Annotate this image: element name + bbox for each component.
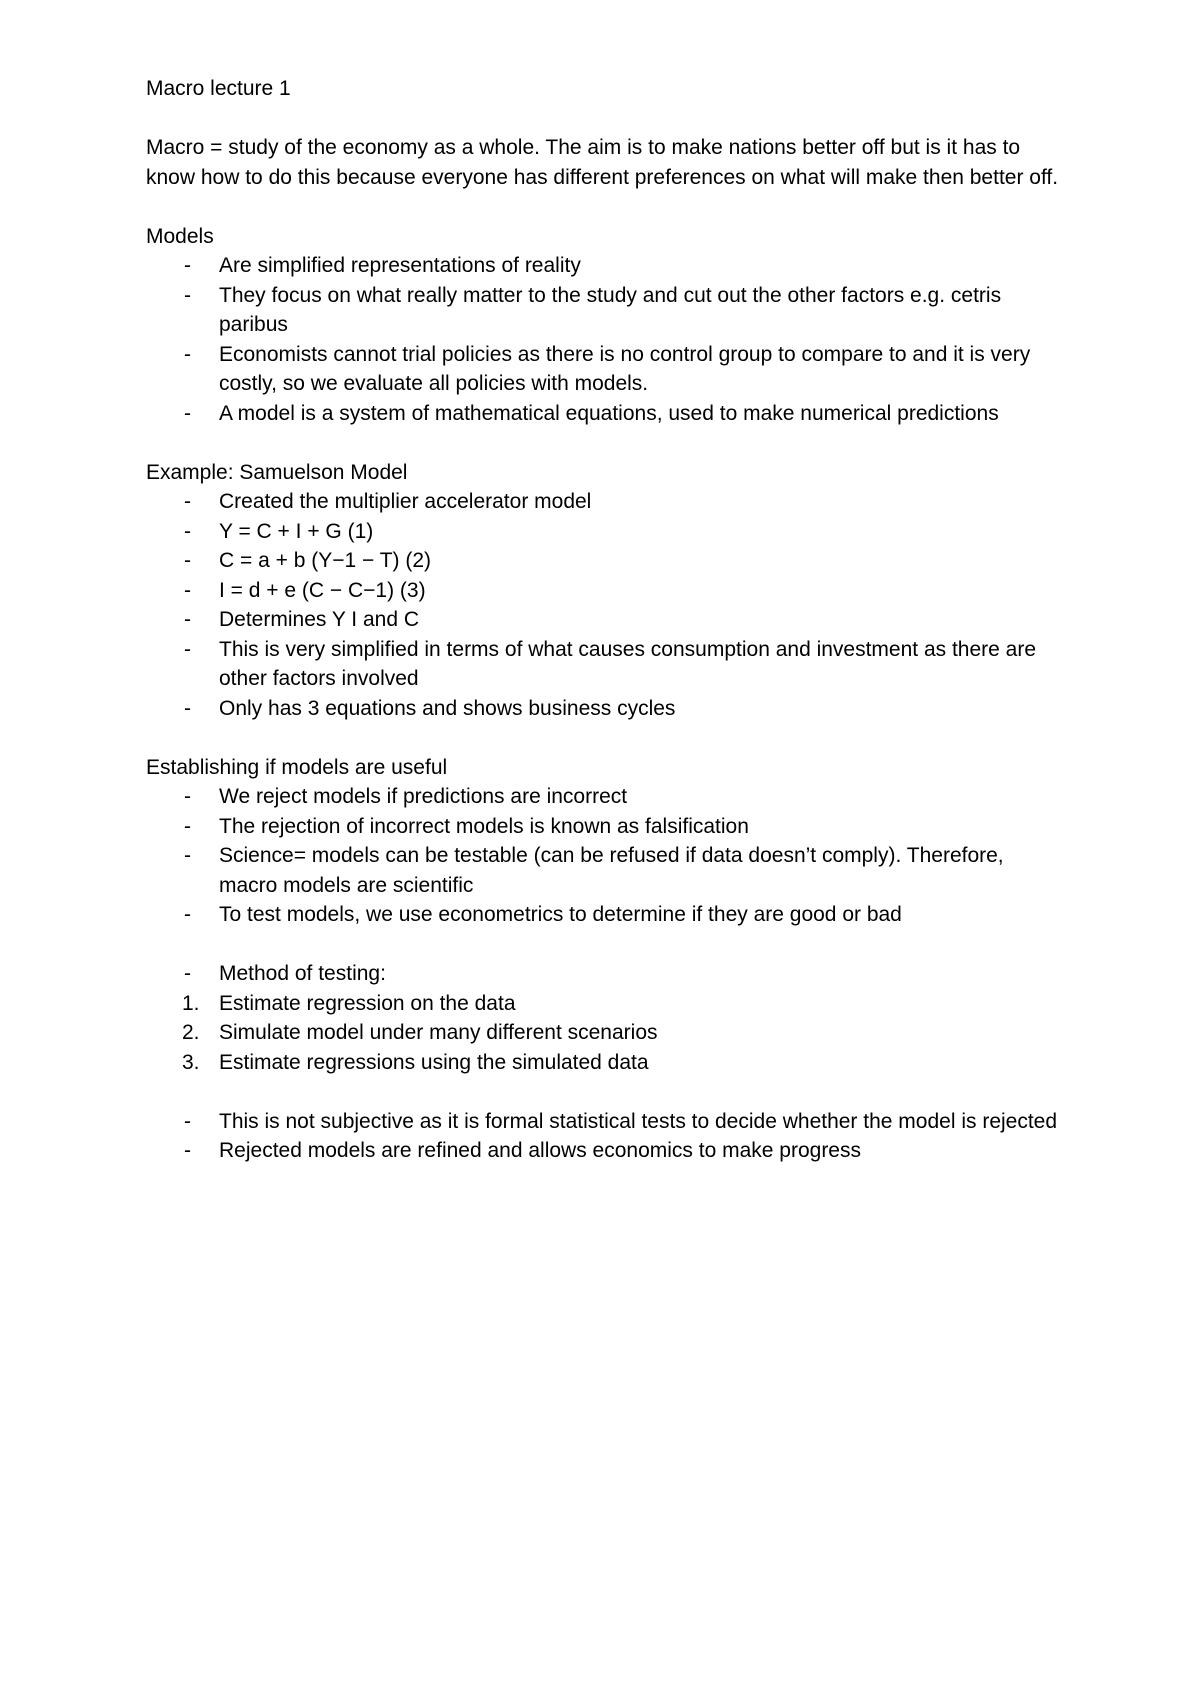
list-item (146, 576, 1066, 606)
list-item-text: A model is a system of mathematical equations, used to make numerical predictions (219, 401, 999, 425)
list-item (146, 251, 1066, 281)
list-item (146, 1136, 1066, 1166)
dash-bullet: - (184, 608, 191, 631)
models-list (146, 251, 1066, 428)
dash-bullet: - (184, 844, 191, 867)
conclusion-list (146, 1107, 1066, 1166)
list-item (146, 812, 1066, 842)
useful-list (146, 782, 1066, 930)
list-item-text: Are simplified representations of reality (219, 254, 581, 277)
samuelson-list (146, 487, 1066, 723)
list-item (146, 782, 1066, 812)
dash-bullet: - (184, 1109, 191, 1133)
method-item-text: Method of testing: (219, 962, 386, 985)
dash-bullet: - (184, 549, 191, 572)
equation-i: I = d + e (C − C−1) (3) (219, 578, 426, 602)
list-item-text: They focus on what really matter to the study and cut out the other factors e.g. cetris paribus (219, 283, 1002, 336)
list-item (146, 546, 1066, 576)
step-number: 1. (182, 991, 200, 1015)
intro-paragraph: Macro = study of the economy as a whole. The aim is to make nations better off but is it has to know how to do this because everyone has different preferences on what will make then better off. (146, 136, 1059, 189)
list-item-text: This is not subjective as it is formal statistical tests to decide whether the model is rejected (219, 1109, 1058, 1133)
dash-bullet: - (184, 490, 191, 513)
list-item (146, 959, 1066, 989)
list-item (146, 487, 1066, 517)
list-item (146, 399, 1066, 429)
dash-bullet: - (184, 401, 191, 425)
document-content (146, 74, 1066, 1195)
spacer (146, 1077, 1066, 1107)
dash-bullet: - (184, 785, 191, 808)
models-section (146, 222, 1066, 429)
equation-y: Y = C + I + G (1) (219, 519, 374, 543)
list-item-text: To test models, we use econometrics to determine if they are good or bad (219, 903, 902, 926)
list-item (146, 841, 1066, 900)
list-item (146, 694, 1066, 724)
step-text: Estimate regression on the data (219, 991, 516, 1015)
list-item-text: The rejection of incorrect models is known as falsification (219, 814, 749, 838)
dash-bullet: - (184, 519, 191, 543)
dash-bullet: - (184, 283, 191, 307)
list-item-text: Determines Y I and C (219, 608, 419, 631)
spacer (146, 930, 1066, 960)
list-item (146, 281, 1066, 340)
samuelson-section (146, 458, 1066, 724)
list-item-text: Created the multiplier accelerator model (219, 490, 592, 513)
useful-heading: Establishing if models are useful (146, 755, 448, 779)
method-step (146, 1018, 1066, 1048)
list-item (146, 635, 1066, 694)
samuelson-heading: Example: Samuelson Model (146, 460, 408, 484)
step-number: 2. (182, 1021, 200, 1044)
useful-section (146, 753, 1066, 1166)
dash-bullet: - (184, 962, 191, 985)
list-item-text: This is very simplified in terms of what causes consumption and investment as there are other factors involved (219, 637, 1037, 690)
method-steps (146, 989, 1066, 1078)
dash-bullet: - (184, 578, 191, 602)
list-item-text: Science= models can be testable (can be refused if data doesn’t comply). Therefore, macro models are scientific (219, 844, 1004, 897)
dash-bullet: - (184, 1139, 191, 1162)
dash-bullet: - (184, 696, 191, 720)
dash-bullet: - (184, 814, 191, 838)
list-item-text: Rejected models are refined and allows economics to make progress (219, 1139, 861, 1162)
list-item-text: We reject models if predictions are incorrect (219, 785, 628, 808)
list-item-text: Only has 3 equations and shows business cycles (219, 696, 676, 720)
document-title: Macro lecture 1 (146, 77, 291, 100)
list-item (146, 517, 1066, 547)
dash-bullet: - (184, 342, 191, 366)
list-item-text: Economists cannot trial policies as there is no control group to compare to and it is very costly, so we evaluate all policies with models. (219, 342, 1031, 395)
dash-bullet: - (184, 254, 191, 277)
step-number: 3. (182, 1050, 200, 1074)
dash-bullet: - (184, 903, 191, 926)
list-item (146, 1107, 1066, 1137)
list-item (146, 340, 1066, 399)
step-text: Estimate regressions using the simulated data (219, 1050, 649, 1074)
equation-c: C = a + b (Y−1 − T) (2) (219, 549, 432, 572)
method-step (146, 989, 1066, 1019)
dash-bullet: - (184, 637, 191, 661)
step-text: Simulate model under many different scenarios (219, 1021, 658, 1044)
list-item (146, 900, 1066, 930)
method-list (146, 959, 1066, 989)
method-step (146, 1048, 1066, 1078)
models-heading: Models (146, 224, 214, 248)
list-item (146, 605, 1066, 635)
